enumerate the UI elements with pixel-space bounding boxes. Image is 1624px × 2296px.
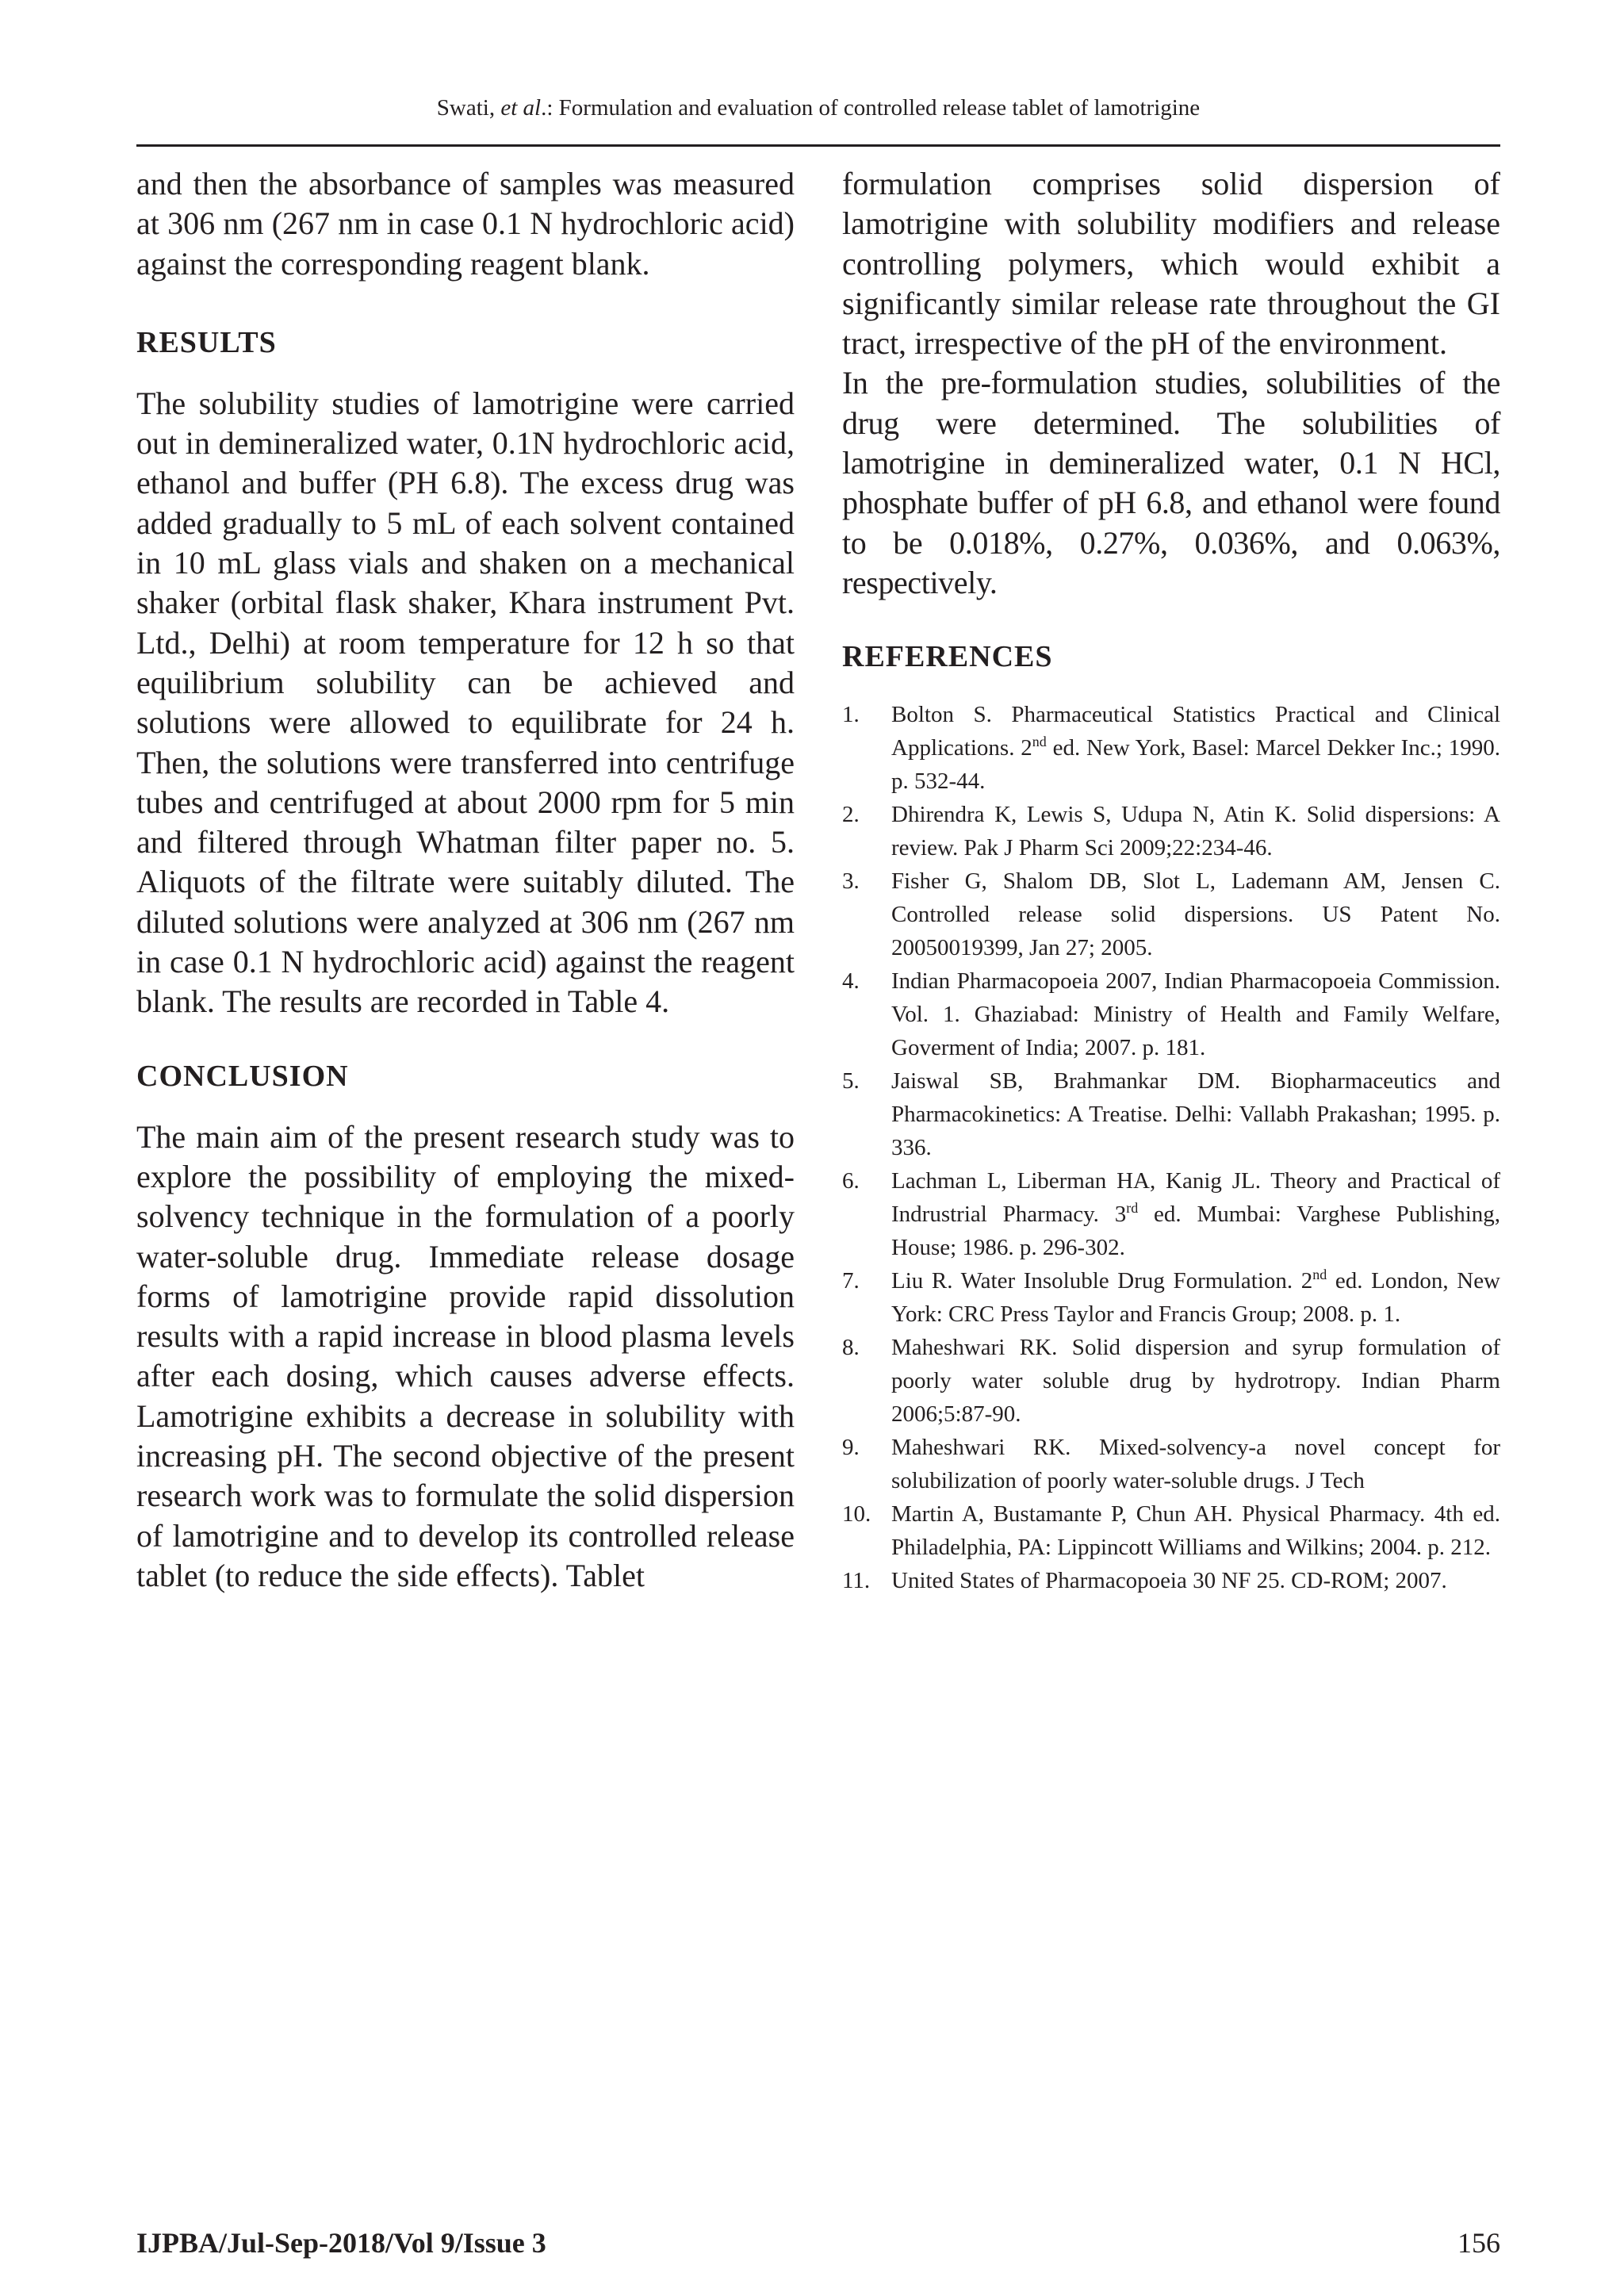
- reference-number: 8.: [842, 1335, 860, 1361]
- header-authors: Swati,: [436, 95, 501, 121]
- reference-item: 11. United States of Pharmacopoeia 30 NF 25. CD-ROM; 2007.: [842, 1564, 1500, 1597]
- reference-number: 6.: [842, 1168, 860, 1194]
- header-etal: et al: [500, 95, 542, 121]
- header-divider: [136, 144, 1500, 147]
- conclusion-paragraph: The main aim of the present research study was to explore the possibility of employing the mixed-solvency technique in the formulation of a poorly water-soluble drug. Immediate release dosage forms of lamotrigine provide rapid dissolution results with a rapid increase in blood plasma levels after each dosing, which causes adverse effects. Lamotrigine exhibits a decrease in solubility with increasing pH. The second objective of the present research work was to formulate the solid dispersion of lamotrigine and to develop its controlled release tablet (to reduce the side effects). Tablet: [136, 1118, 795, 1593]
- reference-number: 3.: [842, 868, 860, 895]
- conclusion-heading: CONCLUSION: [136, 1059, 349, 1093]
- results-heading: RESULTS: [136, 325, 277, 359]
- reference-item: 1. Bolton S. Pharmaceutical Statistics Practical and Clinical Applications. 2nd ed. New York, Basel: Marcel Dekker Inc.; 1990. p. 532-44.: [842, 698, 1500, 798]
- right-column: [842, 164, 1500, 1597]
- results-paragraph: The solubility studies of lamotrigine were carried out in demineralized water, 0.1N hydrochloric acid, ethanol and buffer (PH 6.8). The excess drug was added gradually to 5 mL of each solvent contained in 10 mL glass vials and shaken on a mechanical shaker (orbital flask shaker, Khara instrument Pvt. Ltd., Delhi) at room temperature for 12 h so that equilibrium solubility can be achieved and solutions were allowed to equilibrate for 24 h. Then, the solutions were transferred into centrifuge tubes and centrifuged at about 2000 rpm for 5 min and filtered through Whatman filter paper no. 5. Aliquots of the filtrate were suitably diluted. The diluted solutions were analyzed at 306 nm (267 nm in case 0.1 N hydrochloric acid) against the reagent blank. The results are recorded in Table 4.: [136, 385, 795, 1020]
- reference-item: 9. Maheshwari RK. Mixed-solvency-a novel concept for solubilization of poorly water-soluble drugs. J Tech: [842, 1431, 1500, 1497]
- references-heading: REFERENCES: [842, 640, 1053, 674]
- reference-number: 7.: [842, 1268, 860, 1294]
- reference-number: 4.: [842, 968, 860, 995]
- left-column: [136, 164, 795, 1596]
- reference-number: 10.: [842, 1501, 871, 1527]
- references-list: [842, 698, 1500, 1597]
- solubility-paragraph: In the pre-formulation studies, solubilities of the drug were determined. The solubilities of lamotrigine in demineralized water, 0.1 N HCl, phosphate buffer of pH 6.8, and ethanol were found to be 0.018%, 0.27%, 0.036%, and 0.063%, respectively.: [842, 365, 1500, 600]
- reference-item: 8. Maheshwari RK. Solid dispersion and syrup formulation of poorly water soluble drug by hydrotropy. Indian Pharm 2006;5:87-90.: [842, 1331, 1500, 1431]
- reference-item: 3. Fisher G, Shalom DB, Slot L, Lademann AM, Jensen C. Controlled release solid dispersions. US Patent No. 20050019399, Jan 27; 2005.: [842, 864, 1500, 964]
- intro-paragraph: and then the absorbance of samples was measured at 306 nm (267 nm in case 0.1 N hydrochloric acid) against the corresponding reagent blank.: [136, 166, 795, 282]
- header-title: .: Formulation and evaluation of controlled release tablet of lamotrigine: [541, 95, 1201, 121]
- reference-item: 7. Liu R. Water Insoluble Drug Formulation. 2nd ed. London, New York: CRC Press Taylor and Francis Group; 2008. p. 1.: [842, 1264, 1500, 1331]
- reference-item: 10. Martin A, Bustamante P, Chun AH. Physical Pharmacy. 4th ed. Philadelphia, PA: Lippincott Williams and Wilkins; 2004. p. 212.: [842, 1497, 1500, 1564]
- reference-number: 11.: [842, 1568, 871, 1594]
- reference-number: 2.: [842, 802, 860, 828]
- reference-number: 5.: [842, 1068, 860, 1094]
- reference-item: 5. Jaiswal SB, Brahmankar DM. Biopharmaceutics and Pharmacokinetics: A Treatise. Delhi: Vallabh Prakashan; 1995. p. 336.: [842, 1064, 1500, 1164]
- reference-item: 2. Dhirendra K, Lewis S, Udupa N, Atin K. Solid dispersions: A review. Pak J Pharm Sci 2009;22:234-46.: [842, 798, 1500, 864]
- page-number: 156: [1457, 2227, 1500, 2259]
- conclusion-continued-paragraph: formulation comprises solid dispersion of lamotrigine with solubility modifiers and release controlling polymers, which would exhibit a significantly similar release rate throughout the GI tract, irrespective of the pH of the environment.: [842, 166, 1500, 362]
- reference-item: 6. Lachman L, Liberman HA, Kanig JL. Theory and Practical of Indrustrial Pharmacy. 3rd ed. Mumbai: Varghese Publishing, House; 1986. p. 296-302.: [842, 1164, 1500, 1264]
- reference-number: 1.: [842, 702, 860, 728]
- reference-number: 9.: [842, 1435, 860, 1461]
- reference-item: 4. Indian Pharmacopoeia 2007, Indian Pharmacopoeia Commission. Vol. 1. Ghaziabad: Ministry of Health and Family Welfare, Goverment of India; 2007. p. 181.: [842, 964, 1500, 1064]
- journal-footer: IJPBA/Jul-Sep-2018/Vol 9/Issue 3: [136, 2227, 546, 2259]
- running-header: [136, 94, 1500, 122]
